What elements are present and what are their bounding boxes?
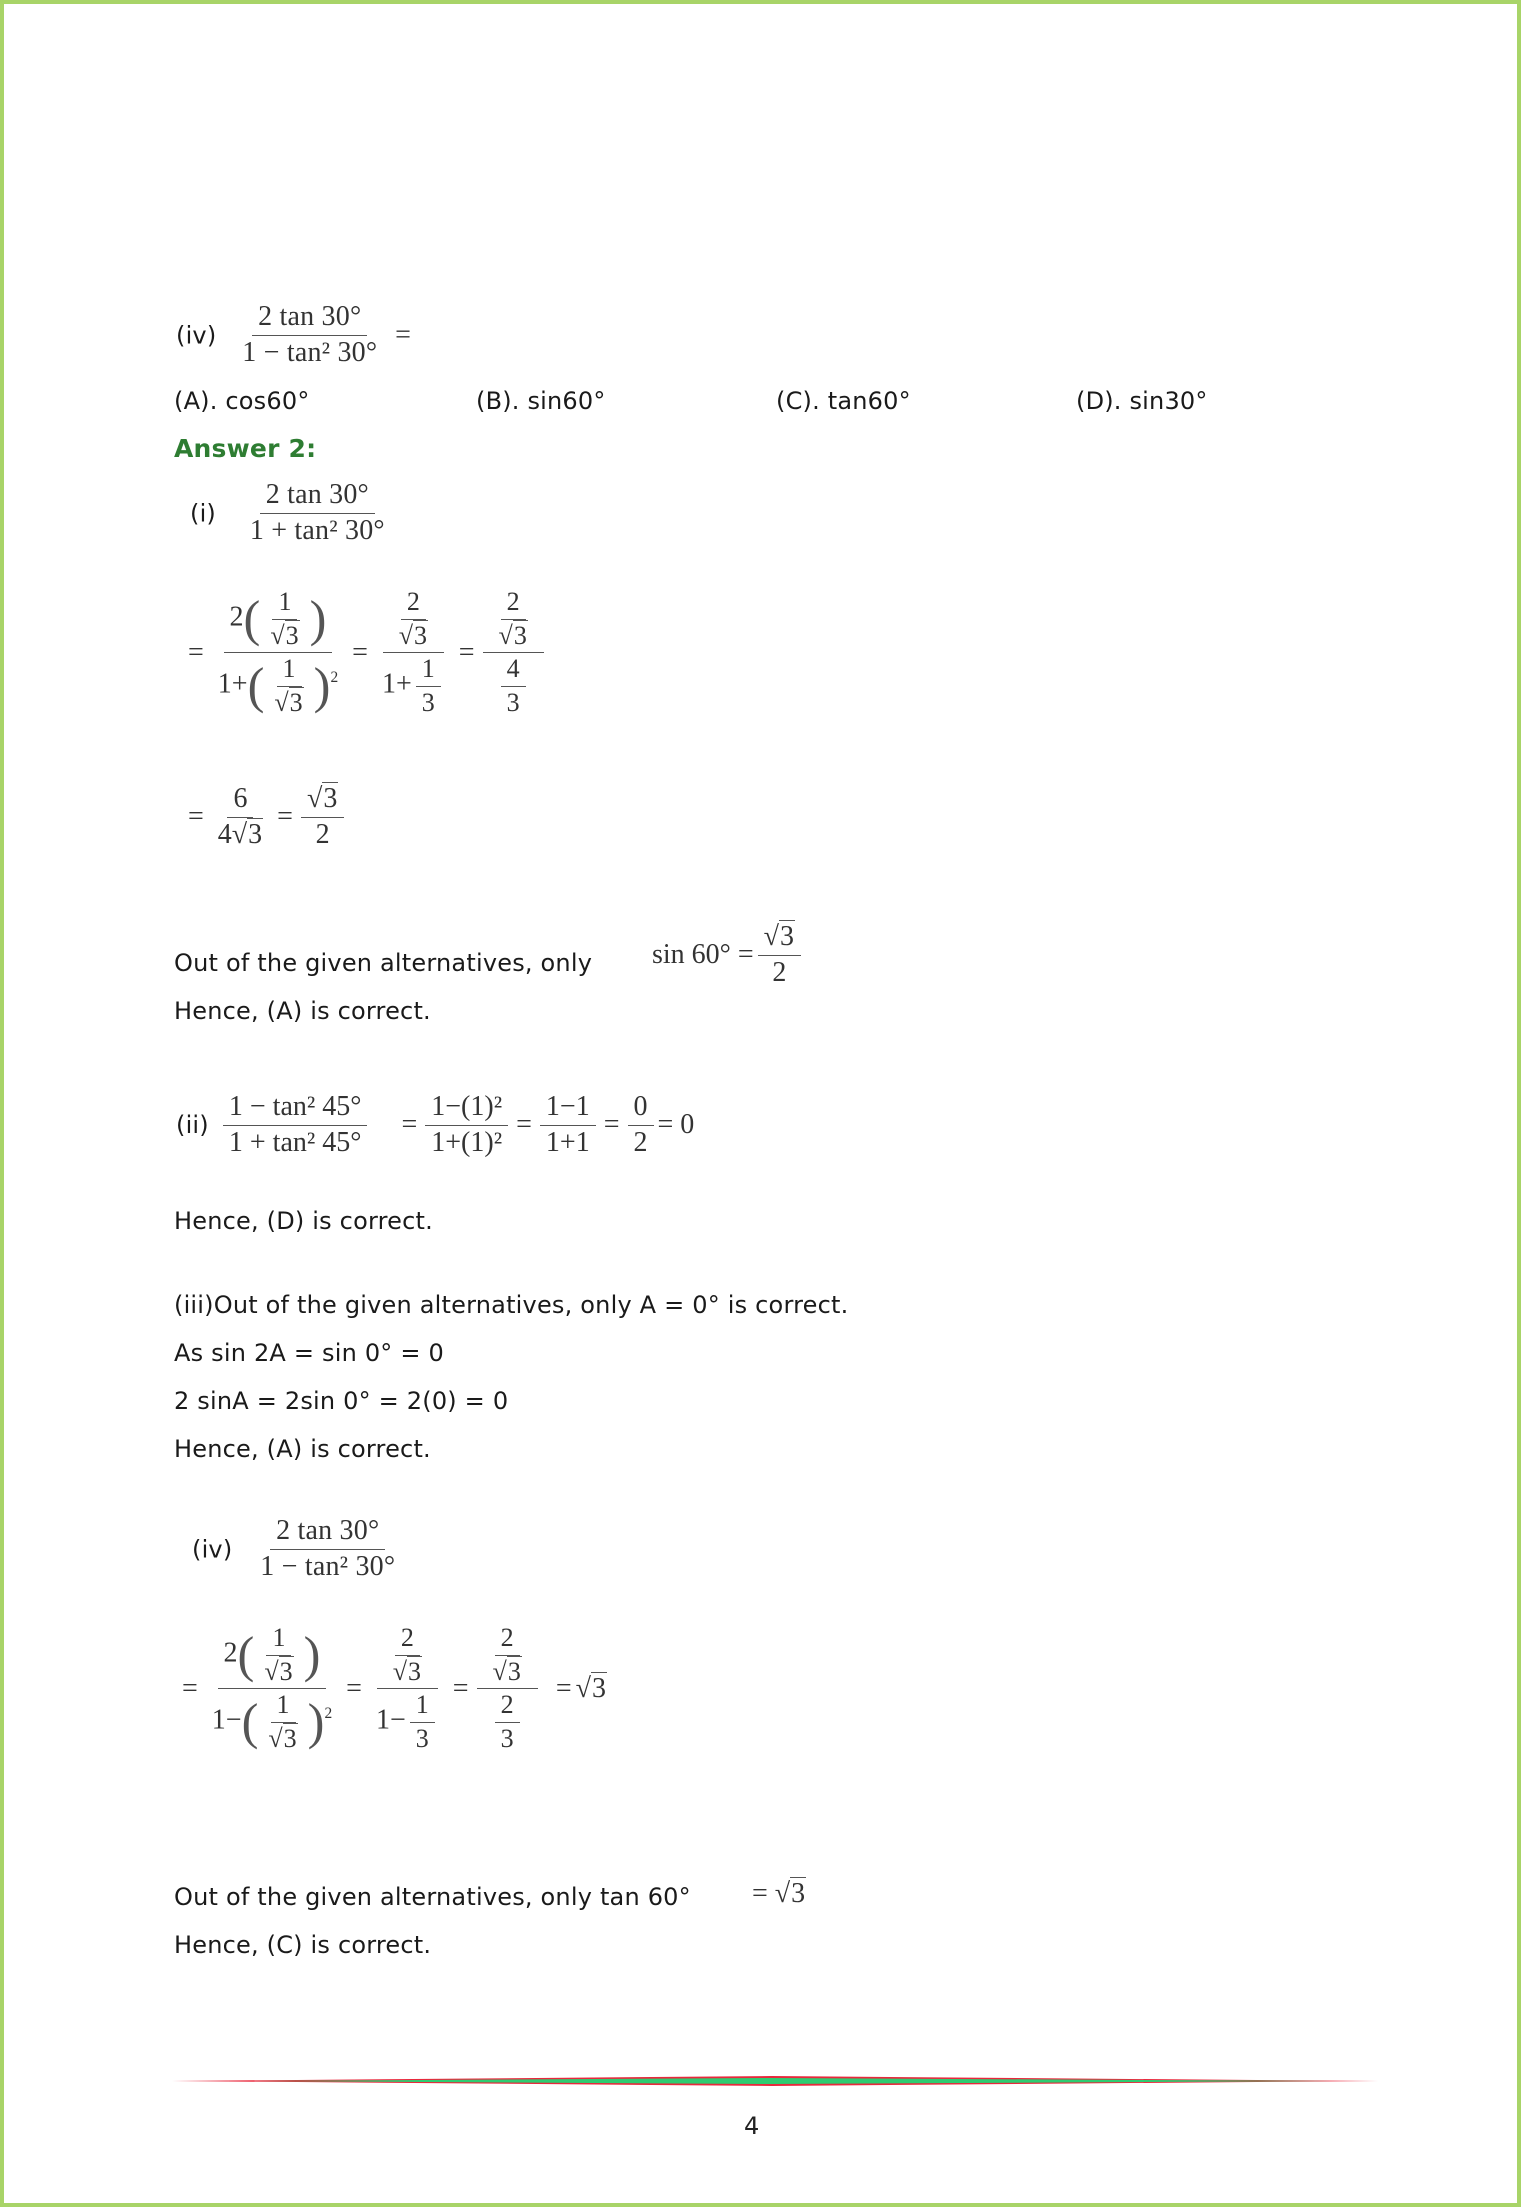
part-ii-expression: (ii) $\frac{\text{1 − tan² 45°}}{\text{1 + tan² 45°}}$ = $\frac{\text{1−(1)²}}{\text{1+(1)²}}$ = $\frac{1-1}{1+1}$ = $\frac{0}{2}$ = 0 bbox=[176, 1091, 695, 1158]
fraction-denominator: 1 − tan² 30° bbox=[242, 336, 378, 368]
page-number: 4 bbox=[744, 2112, 760, 2140]
part-iv-steps: = 2( $\frac{1}{√3}$ ) 1−( $\frac{1}{√3}$ )$^2$ = $\frac{2}{√3}$ 1− $\frac{1}{3}$ = $\frac{\frac{2}{√3}}{\frac{2}{3}}$ = √3 bbox=[182, 1623, 606, 1753]
part-i-label: (i) bbox=[190, 499, 216, 528]
part-iii-line-2: As sin 2A = sin 0° = 0 bbox=[174, 1339, 444, 1367]
part-i-steps: = 2( $\frac{1}{√3}$ ) 1+( $\frac{1}{√3}$ )$^2$ = $\frac{2}{√3}$ 1+ $\frac{1}{3}$ = $\frac{\frac{2}{√3}}{\frac{4}{3}}$ bbox=[184, 588, 548, 717]
part-iv-fraction: $\frac{2 \tan 30^\circ}{\text{1 − tan² 30°}}$ bbox=[260, 1515, 396, 1582]
fraction-numerator: 2 tan 30° bbox=[260, 480, 375, 514]
question-iv bbox=[176, 302, 411, 369]
part-ii-label: (ii) bbox=[176, 1111, 209, 1140]
option-b: (B). sin60° bbox=[476, 387, 606, 415]
part-i-fraction bbox=[244, 480, 391, 547]
part-i-expression bbox=[190, 480, 395, 547]
part-i-conclusion-math: sin 60° = $\frac{√3}{2}$ bbox=[652, 922, 805, 989]
part-i-result: = $\frac{6}{4√3}$ = $\frac{√3}{2}$ bbox=[184, 784, 348, 851]
part-iv-label: (iv) bbox=[192, 1535, 233, 1564]
footer-divider bbox=[172, 2076, 1378, 2086]
part-iv-conclusion-math: = √3 bbox=[752, 1878, 806, 1909]
part-i-hence: Hence, (A) is correct. bbox=[174, 997, 431, 1025]
equals-sign: = bbox=[395, 319, 412, 351]
part-ii-hence: Hence, (D) is correct. bbox=[174, 1207, 433, 1235]
part-iii-line-1: (iii)Out of the given alternatives, only A = 0° is correct. bbox=[174, 1291, 849, 1319]
part-iv-expression bbox=[192, 1516, 405, 1583]
step3-fraction: $\frac{\frac{2}{√3}}{\frac{4}{3}}$ bbox=[483, 588, 544, 717]
step5-fraction: $\frac{√3}{2}$ bbox=[301, 784, 344, 851]
question-iv-label: (iv) bbox=[176, 321, 217, 350]
fraction-denominator: 1 + tan² 30° bbox=[249, 514, 385, 546]
part-iii-line-3: 2 sinA = 2sin 0° = 2(0) = 0 bbox=[174, 1387, 509, 1415]
part-i-conclusion: Out of the given alternatives, only bbox=[174, 949, 593, 977]
question-iv-fraction bbox=[236, 302, 383, 369]
part-iv-hence: Hence, (C) is correct. bbox=[174, 1931, 432, 1959]
option-a: (A). cos60° bbox=[174, 387, 310, 415]
option-c: (C). tan60° bbox=[776, 387, 911, 415]
part-iii-hence: Hence, (A) is correct. bbox=[174, 1435, 431, 1463]
part-iv-conclusion: Out of the given alternatives, only tan 60° bbox=[174, 1883, 691, 1911]
option-d: (D). sin30° bbox=[1076, 387, 1208, 415]
step1-fraction: 2( $\frac{1}{√3}$ ) 1+( $\frac{1}{√3}$ )$^2$ bbox=[217, 587, 339, 717]
answer-heading: Answer 2: bbox=[174, 434, 317, 463]
step4-fraction: $\frac{6}{4√3}$ bbox=[217, 783, 263, 850]
step2-fraction: $\frac{2}{√3}$ 1+ $\frac{1}{3}$ bbox=[376, 588, 451, 717]
fraction-numerator: 2 tan 30° bbox=[252, 302, 367, 336]
